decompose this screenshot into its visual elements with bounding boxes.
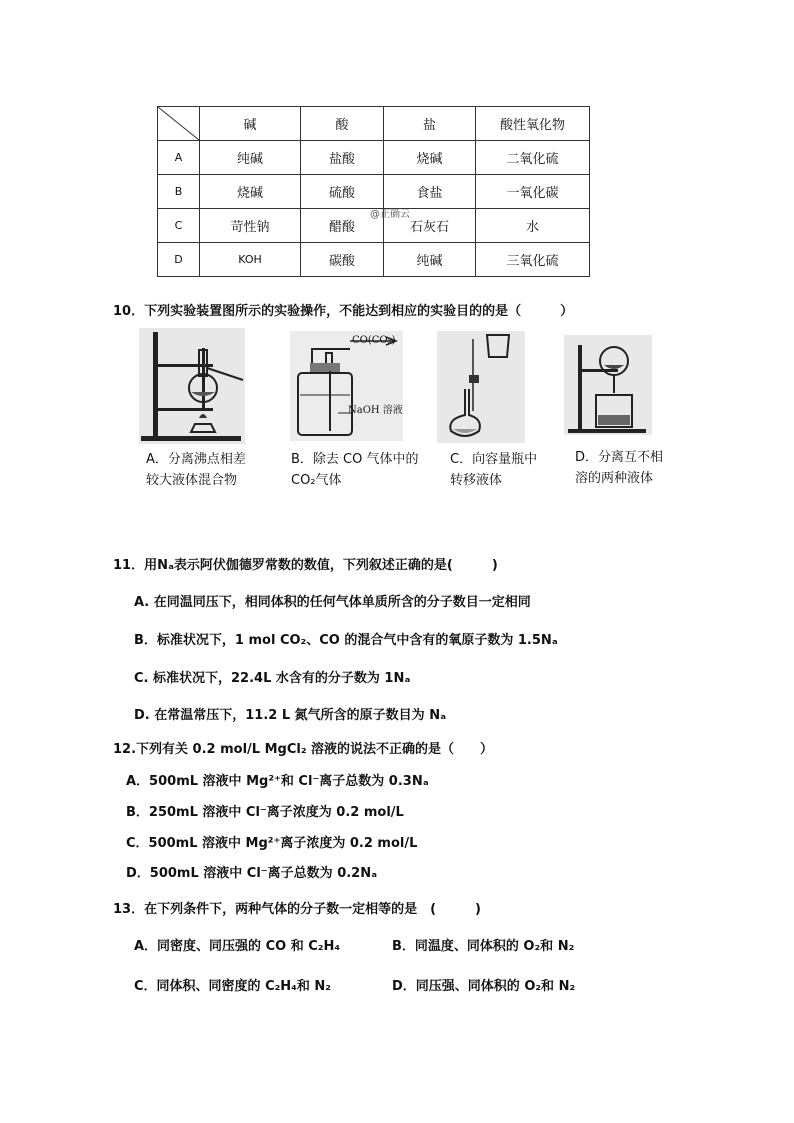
table-cell: 纯碱 xyxy=(200,141,301,175)
table-cell: KOH xyxy=(200,243,301,277)
classification-table xyxy=(157,106,590,277)
gas-washing-bottle-image xyxy=(290,331,403,441)
question-12-option-b: B．250mL 溶液中 Cl⁻离子浓度为 0.2 mol/L xyxy=(126,805,404,820)
row-label: D xyxy=(158,243,200,277)
table-cell: 水 xyxy=(476,209,590,243)
question-13-option-c: C．同体积、同密度的 C₂H₄和 N₂ xyxy=(134,979,331,994)
table-cell: 盐酸 xyxy=(301,141,384,175)
question-11-option-a: A. 在同温同压下，相同体积的任何气体单质所含的分子数目一定相同 xyxy=(134,595,531,610)
table-row xyxy=(158,141,590,175)
table-row xyxy=(158,175,590,209)
table-cell: 烧碱 xyxy=(200,175,301,209)
table-row xyxy=(158,243,590,277)
option-caption-a: A．分离沸点相差 较大液体混合物 xyxy=(146,452,246,488)
row-label: C xyxy=(158,209,200,243)
question-11-option-c: C. 标准状况下，22.4L 水含有的分子数为 1Nₐ xyxy=(134,671,411,686)
diagonal-header-cell xyxy=(158,107,200,141)
header-cell: 酸 xyxy=(301,107,384,141)
table-cell: 碳酸 xyxy=(301,243,384,277)
option-caption-d: D．分离互不相 溶的两种液体 xyxy=(575,450,664,486)
option-caption-c: C．向容量瓶中 转移液体 xyxy=(450,452,538,488)
question-11-stem: 11．用Nₐ表示阿伏伽德罗常数的数值，下列叙述正确的是( ) xyxy=(113,558,498,573)
table-cell: 一氧化碳 xyxy=(476,175,590,209)
naoh-label: NaOH 溶液 xyxy=(348,405,403,416)
question-13-option-a: A．同密度、同压强的 CO 和 C₂H₄ xyxy=(134,939,341,954)
question-12-option-d: D．500mL 溶液中 Cl⁻离子总数为 0.2Nₐ xyxy=(126,866,378,881)
header-cell: 酸性氧化物 xyxy=(476,107,590,141)
question-12-option-a: A．500mL 溶液中 Mg²⁺和 Cl⁻离子总数为 0.3Nₐ xyxy=(126,774,429,789)
question-12-stem: 12.下列有关 0.2 mol/L MgCl₂ 溶液的说法不正确的是（ ） xyxy=(113,742,494,757)
table-cell: 三氧化硫 xyxy=(476,243,590,277)
distillation-apparatus-image xyxy=(139,328,245,444)
table-cell: 石灰石 xyxy=(384,209,476,243)
watermark: @正确云 xyxy=(370,209,410,220)
diagonal-line xyxy=(158,107,199,140)
header-cell: 碱 xyxy=(200,107,301,141)
header-cell: 盐 xyxy=(384,107,476,141)
table-cell: 烧碱 xyxy=(384,141,476,175)
question-12-option-c: C．500mL 溶液中 Mg²⁺离子浓度为 0.2 mol/L xyxy=(126,836,418,851)
table-header-row xyxy=(158,107,590,141)
separatory-funnel-image xyxy=(564,335,652,435)
row-label: B xyxy=(158,175,200,209)
table-cell: 食盐 xyxy=(384,175,476,209)
question-11-option-b: B．标准状况下，1 mol CO₂、CO 的混合气中含有的氧原子数为 1.5Nₐ xyxy=(134,633,558,648)
table-cell: 醋酸 xyxy=(301,209,384,243)
table-cell: 纯碱 xyxy=(384,243,476,277)
option-caption-b: B．除去 CO 气体中的 CO₂气体 xyxy=(291,452,419,488)
question-13-stem: 13．在下列条件下，两种气体的分子数一定相等的是 ( ) xyxy=(113,902,481,917)
question-13-option-b: B．同温度、同体积的 O₂和 N₂ xyxy=(392,939,575,954)
question-11-option-d: D. 在常温常压下，11.2 L 氮气所含的原子数目为 Nₐ xyxy=(134,708,447,723)
question-13-option-d: D．同压强、同体积的 O₂和 N₂ xyxy=(392,979,576,994)
question-10-stem: 10．下列实验装置图所示的实验操作，不能达到相应的实验目的的是（ ） xyxy=(113,304,574,319)
row-label: A xyxy=(158,141,200,175)
table-cell: 二氧化硫 xyxy=(476,141,590,175)
table-cell: 硫酸 xyxy=(301,175,384,209)
gas-label: CO(CO₂) xyxy=(352,335,396,346)
volumetric-flask-image xyxy=(437,331,525,443)
table-cell: 苛性钠 xyxy=(200,209,301,243)
